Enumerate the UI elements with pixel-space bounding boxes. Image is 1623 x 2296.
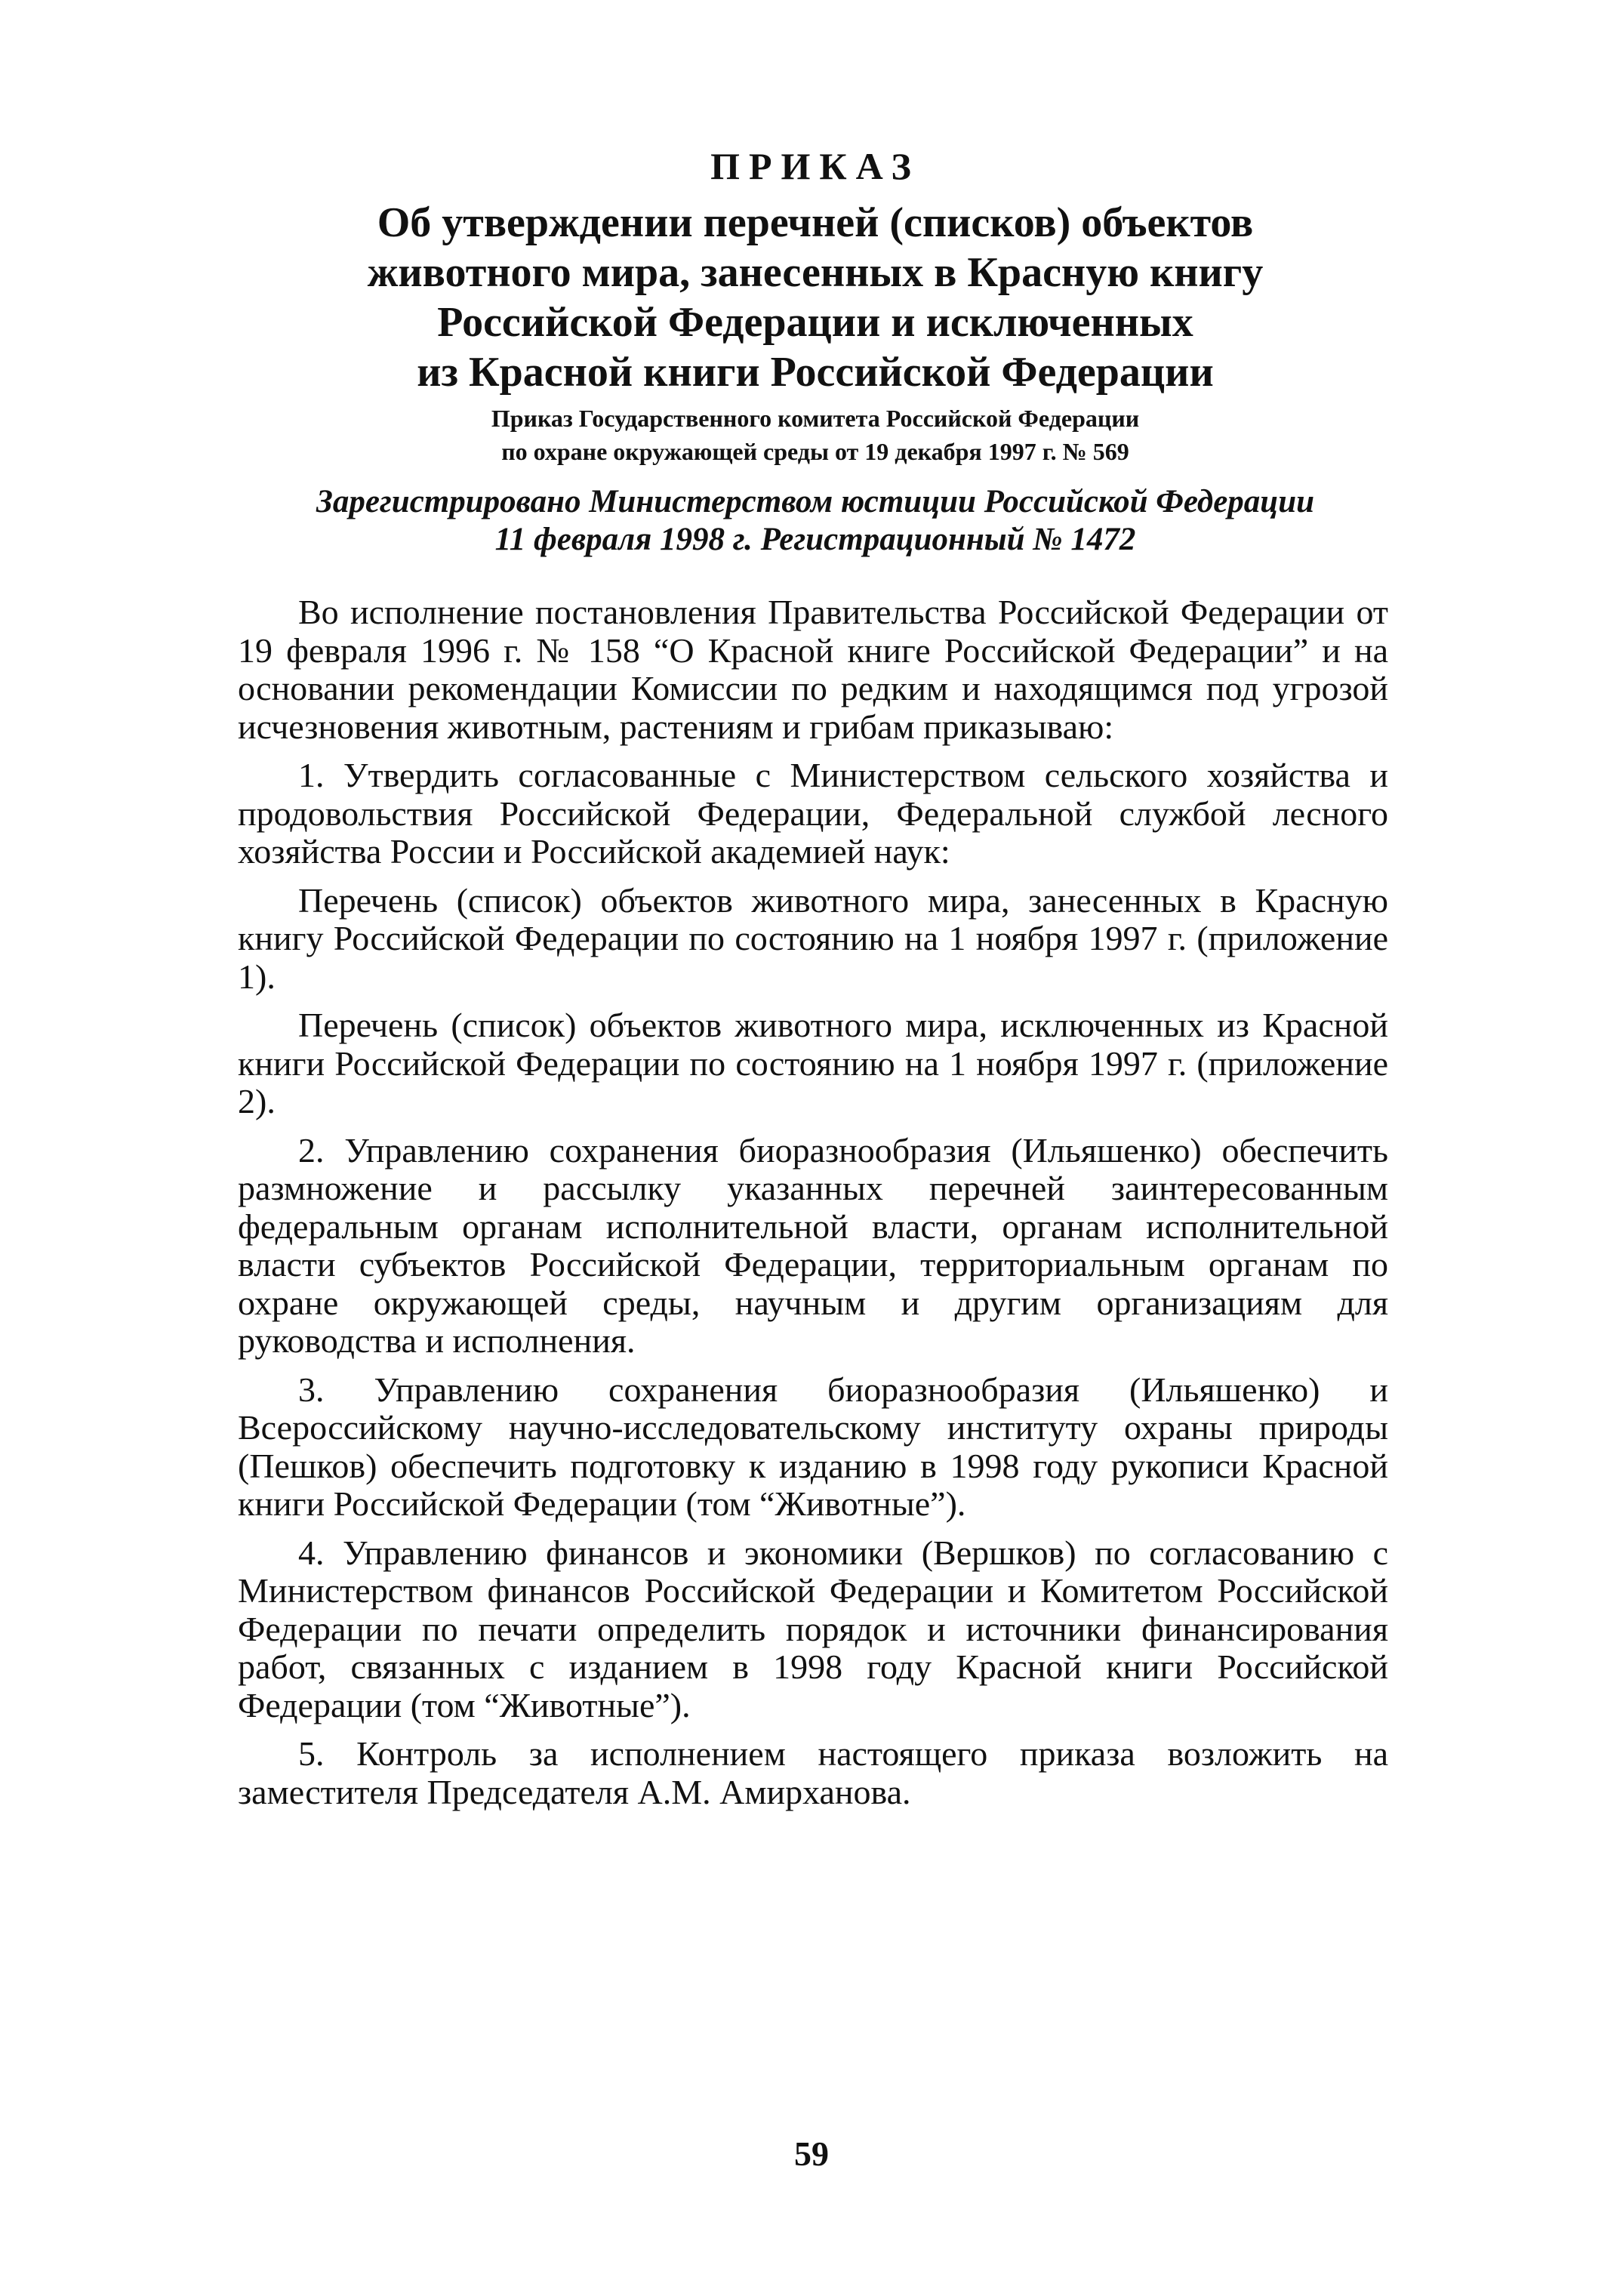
issuer-line: Приказ Государственного комитета Российской Федерации	[491, 405, 1140, 432]
page-number: 59	[794, 2134, 829, 2173]
body-paragraph-item-5: 5. Контроль за исполнением настоящего приказа возложить на заместителя Председателя А.М. Амирханова.	[238, 1734, 1388, 1811]
title-line: животного мира, занесенных в Красную книгу	[367, 249, 1264, 296]
body-paragraph-list-2: Перечень (список) объектов животного мира, исключенных из Красной книги Российской Федерации по состоянию на 1 ноября 1997 г. (приложение 2).	[238, 1006, 1388, 1120]
body-paragraph-list-1: Перечень (список) объектов животного мира, занесенных в Красную книгу Российской Федерации по состоянию на 1 ноября 1997 г. (приложение 1).	[238, 880, 1388, 996]
title-line: из Красной книги Российской Федерации	[417, 349, 1214, 396]
body-paragraph-preamble: Во исполнение постановления Правительства Российской Федерации от 19 февраля 1996 г. № 158 “О Красной книге Российской Федерации” и на основании рекомендации Комиссии по редким и находящимся под угрозой исчезновения животным, растениям и грибам приказываю:	[238, 593, 1388, 746]
body-paragraph-item-2: 2. Управлению сохранения биоразнообразия (Ильяшенко) обеспечить размножение и рассылку указанных перечней заинтересованным федеральным органам исполнительной власти, органам исполнительной власти субъектов Российской Федерации, территориальным органам по охране окружающей среды, научным и другим организациям для руководства и исполнения.	[238, 1130, 1388, 1360]
body-paragraph-item-3: 3. Управлению сохранения биоразнообразия (Ильяшенко) и Всероссийскому научно-исследовательскому институту охраны природы (Пешков) обеспечить подготовку к изданию в 1998 году рукописи Красной книги Российской Федерации (том “Животные”).	[238, 1370, 1388, 1523]
document-type-heading: ПРИКАЗ	[710, 145, 920, 187]
registration-line: 11 февраля 1998 г. Регистрационный № 1472	[494, 522, 1136, 557]
issuer-line: по охране окружающей среды от 19 декабря 1997 г. № 569	[501, 438, 1129, 465]
title-line: Российской Федерации и исключенных	[437, 299, 1193, 346]
body-paragraph-item-4: 4. Управлению финансов и экономики (Вершков) по согласованию с Министерством финансов Российской Федерации и Комитетом Российской Федерации по печати определить порядок и источники финансирования работ, связанных с изданием в 1998 году Красной книги Российской Федерации (том “Животные”).	[238, 1533, 1388, 1724]
document-body	[238, 593, 1388, 1811]
body-paragraph-item-1: 1. Утвердить согласованные с Министерством сельского хозяйства и продовольствия Российской Федерации, Федеральной службой лесного хозяйства России и Российской академией наук:	[238, 756, 1388, 871]
registration-note	[226, 483, 1404, 559]
document-title	[226, 198, 1404, 397]
registration-line: Зарегистрировано Министерством юстиции Российской Федерации	[316, 484, 1315, 519]
issuer-reference	[226, 402, 1404, 468]
title-line: Об утверждении перечней (списков) объектов	[377, 199, 1254, 246]
